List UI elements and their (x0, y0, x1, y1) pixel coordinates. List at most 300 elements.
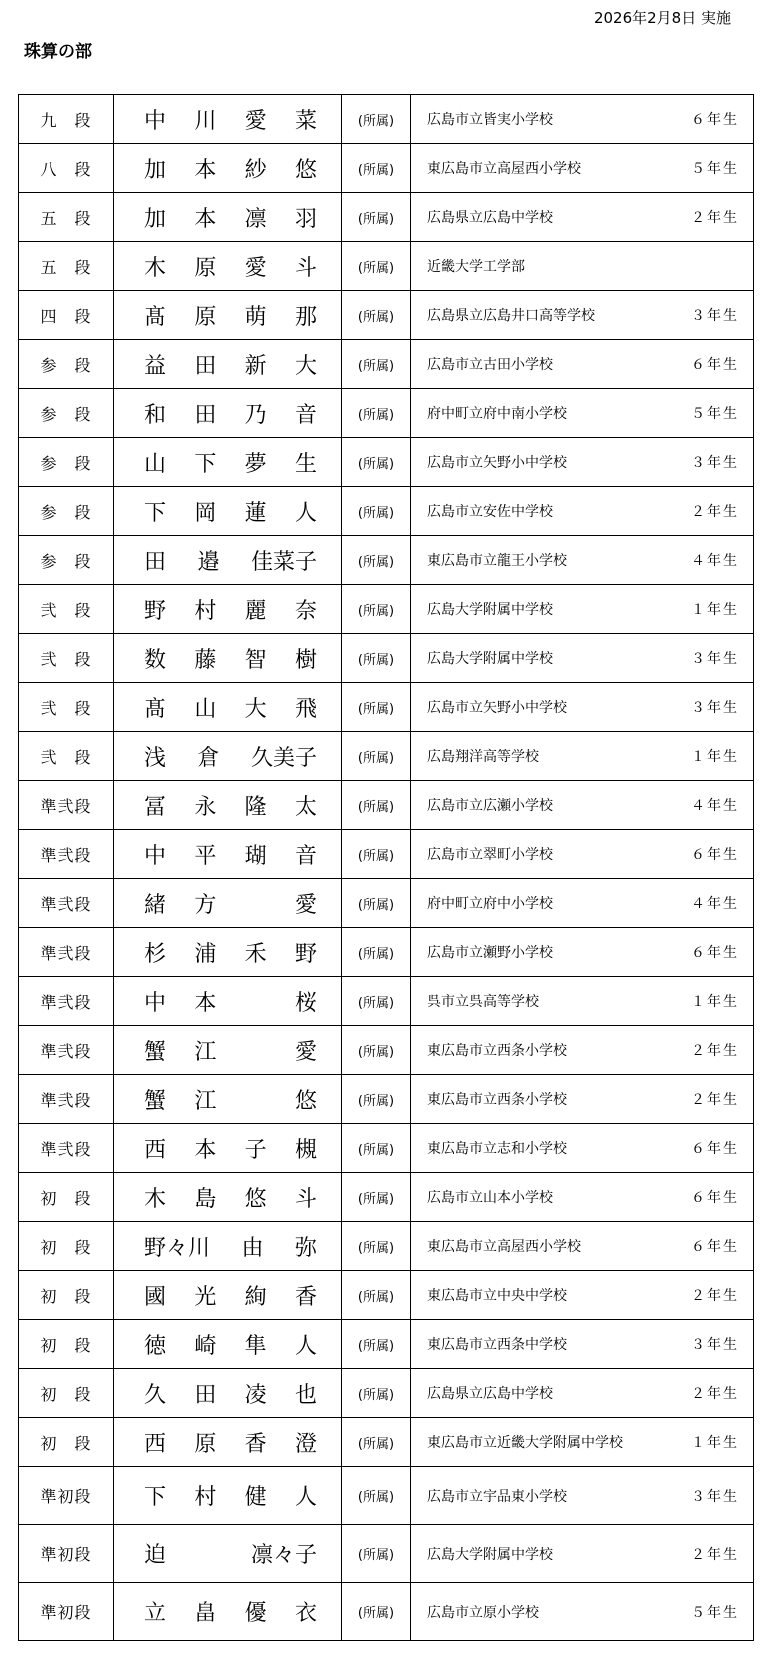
grade: ４年生 (691, 798, 739, 814)
school-name: 広島市立矢野小中学校 (427, 455, 567, 471)
grade: ３年生 (691, 651, 739, 667)
name-cell (114, 928, 342, 977)
school-cell (411, 683, 754, 732)
grade: ５年生 (691, 161, 739, 177)
grade: ２年生 (691, 1546, 739, 1563)
school-cell (411, 585, 754, 634)
grade: ３年生 (691, 700, 739, 716)
school-name: 広島市立宇品東小学校 (427, 1488, 567, 1505)
name-part: 杉 (144, 941, 167, 967)
name-part: 音 (294, 843, 317, 869)
school-cell (411, 830, 754, 879)
name-cell (114, 1583, 342, 1641)
grade: ２年生 (691, 210, 739, 226)
name-part: 愛 (294, 1039, 317, 1065)
rank-cell: 参 段 (19, 438, 114, 487)
name-cell (114, 585, 342, 634)
rank-cell: 準初段 (19, 1467, 114, 1525)
school-cell (411, 340, 754, 389)
table-row (19, 389, 754, 438)
table-row (19, 1271, 754, 1320)
affiliation-label: (所属) (342, 487, 411, 536)
affiliation-label: (所属) (342, 1075, 411, 1124)
grade: ４年生 (691, 896, 739, 912)
table-row (19, 830, 754, 879)
school-cell (411, 1418, 754, 1467)
rank-cell: 参 段 (19, 389, 114, 438)
name-part: 優 (244, 1601, 267, 1626)
school-name: 東広島市立高屋西小学校 (427, 1239, 581, 1255)
name-cell (114, 830, 342, 879)
school-name: 広島市立山本小学校 (427, 1190, 553, 1206)
school-name: 広島県立広島中学校 (427, 210, 553, 226)
table-row (19, 781, 754, 830)
name-part: 羽 (294, 206, 317, 232)
affiliation-label: (所属) (342, 634, 411, 683)
name-part: 和 (144, 402, 167, 428)
rank-cell: 弐 段 (19, 683, 114, 732)
name-part: 野 (144, 598, 167, 624)
table-row (19, 879, 754, 928)
name-part: 平 (194, 843, 217, 869)
grade: ２年生 (691, 504, 739, 520)
table-row (19, 144, 754, 193)
affiliation-label: (所属) (342, 732, 411, 781)
grade: ２年生 (691, 1288, 739, 1304)
affiliation-label: (所属) (342, 1583, 411, 1641)
name-part: 佳菜子 (250, 549, 317, 575)
name-part: 生 (294, 451, 317, 477)
affiliation-label: (所属) (342, 95, 411, 144)
rank-cell: 準弐段 (19, 1026, 114, 1075)
name-part: 野々川 (144, 1235, 211, 1261)
grade: １年生 (691, 749, 739, 765)
affiliation-label: (所属) (342, 193, 411, 242)
name-cell (114, 879, 342, 928)
name-part: 大 (294, 353, 317, 379)
name-part: 村 (194, 598, 217, 624)
name-part: 木 (144, 1186, 167, 1212)
name-part: 村 (194, 1485, 217, 1510)
table-row (19, 340, 754, 389)
rank-cell: 初 段 (19, 1222, 114, 1271)
name-cell (114, 95, 342, 144)
school-name: 府中町立府中小学校 (427, 896, 553, 912)
school-cell (411, 1026, 754, 1075)
rank-cell: 初 段 (19, 1173, 114, 1222)
grade: ６年生 (691, 357, 739, 373)
name-part: 智 (244, 647, 267, 673)
name-part: 原 (194, 304, 217, 330)
name-part: 隼 (244, 1333, 267, 1359)
name-part: 香 (244, 1431, 267, 1457)
rank-cell: 準弐段 (19, 781, 114, 830)
table-row (19, 1173, 754, 1222)
affiliation-label: (所属) (342, 242, 411, 291)
name-part: 桜 (294, 990, 317, 1016)
name-part: 本 (194, 206, 217, 232)
school-name: 東広島市立中央中学校 (427, 1288, 567, 1304)
name-cell (114, 1124, 342, 1173)
name-part: 島 (194, 1186, 217, 1212)
name-part: 萌 (244, 304, 267, 330)
name-part: 邉 (197, 549, 220, 575)
affiliation-label: (所属) (342, 781, 411, 830)
name-part: 人 (294, 1333, 317, 1359)
school-cell (411, 977, 754, 1026)
name-part: 加 (144, 206, 167, 232)
table-row (19, 1583, 754, 1641)
affiliation-label: (所属) (342, 144, 411, 193)
name-cell (114, 1075, 342, 1124)
name-part: 方 (194, 892, 217, 918)
rank-cell: 弐 段 (19, 732, 114, 781)
affiliation-label: (所属) (342, 1525, 411, 1583)
name-cell (114, 1418, 342, 1467)
grade: ６年生 (691, 1141, 739, 1157)
school-name: 広島市立古田小学校 (427, 357, 553, 373)
name-part: 國 (144, 1284, 167, 1310)
name-cell (114, 977, 342, 1026)
name-part: 髙 (144, 696, 167, 722)
name-part: 悠 (244, 1186, 267, 1212)
name-part: 蟹 (144, 1039, 167, 1065)
affiliation-label: (所属) (342, 1124, 411, 1173)
name-part: 浦 (194, 941, 217, 967)
table-row (19, 438, 754, 487)
name-part: 西 (144, 1431, 167, 1457)
name-part: 隆 (244, 794, 267, 820)
name-part: 中 (144, 843, 167, 869)
name-part: 澄 (294, 1431, 317, 1457)
grade: ６年生 (691, 945, 739, 961)
affiliation-label: (所属) (342, 340, 411, 389)
name-part: 太 (294, 794, 317, 820)
school-cell (411, 487, 754, 536)
affiliation-label: (所属) (342, 1026, 411, 1075)
grade: ６年生 (691, 1239, 739, 1255)
name-part: 畠 (194, 1601, 217, 1626)
name-cell (114, 634, 342, 683)
name-cell (114, 144, 342, 193)
rank-cell: 準弐段 (19, 977, 114, 1026)
grade: ６年生 (691, 847, 739, 863)
school-name: 東広島市立龍王小学校 (427, 553, 567, 569)
grade: ６年生 (691, 112, 739, 128)
school-cell (411, 1173, 754, 1222)
school-name: 東広島市立西条小学校 (427, 1092, 567, 1108)
affiliation-label: (所属) (342, 585, 411, 634)
name-part: 乃 (244, 402, 267, 428)
name-part: 蟹 (144, 1088, 167, 1114)
school-name: 東広島市立西条中学校 (427, 1337, 567, 1353)
name-cell (114, 1467, 342, 1525)
table-row (19, 1525, 754, 1583)
school-cell (411, 732, 754, 781)
name-cell (114, 487, 342, 536)
school-name: 広島市立原小学校 (427, 1604, 539, 1621)
name-part: 瑚 (244, 843, 267, 869)
table-row (19, 977, 754, 1026)
school-name: 東広島市立西条小学校 (427, 1043, 567, 1059)
rank-cell: 初 段 (19, 1320, 114, 1369)
name-part: 子 (244, 1137, 267, 1163)
name-cell (114, 1026, 342, 1075)
name-cell (114, 291, 342, 340)
school-cell (411, 193, 754, 242)
affiliation-label: (所属) (342, 879, 411, 928)
school-name: 広島市立矢野小中学校 (427, 700, 567, 716)
name-cell (114, 1173, 342, 1222)
school-name: 広島大学附属中学校 (427, 1546, 553, 1563)
rank-cell: 参 段 (19, 536, 114, 585)
name-part: 久 (144, 1382, 167, 1408)
affiliation-label: (所属) (342, 1222, 411, 1271)
rank-cell: 準弐段 (19, 879, 114, 928)
grade: ５年生 (691, 406, 739, 422)
grade: ３年生 (691, 1488, 739, 1505)
name-cell (114, 1525, 342, 1583)
rank-cell: 準弐段 (19, 1075, 114, 1124)
school-name: 広島市立翠町小学校 (427, 847, 553, 863)
school-cell (411, 879, 754, 928)
name-part: 大 (244, 696, 267, 722)
table-row (19, 242, 754, 291)
name-part: 蓮 (244, 500, 267, 526)
name-part: 迫 (144, 1543, 167, 1568)
name-part: 髙 (144, 304, 167, 330)
school-name: 広島市立安佐中学校 (427, 504, 553, 520)
name-part: 奈 (294, 598, 317, 624)
name-part: 下 (144, 1485, 167, 1510)
name-part: 下 (194, 451, 217, 477)
grade: ３年生 (691, 455, 739, 471)
grade: ６年生 (691, 1190, 739, 1206)
name-part: 西 (144, 1137, 167, 1163)
rank-cell: 初 段 (19, 1271, 114, 1320)
table-row (19, 1026, 754, 1075)
name-part: 由 (241, 1235, 264, 1261)
name-part: 中 (144, 108, 167, 134)
name-part: 原 (194, 255, 217, 281)
name-part: 原 (194, 1431, 217, 1457)
name-part: 槻 (294, 1137, 317, 1163)
section-title: 珠算の部 (24, 42, 92, 62)
rank-cell: 五 段 (19, 242, 114, 291)
name-part: 崎 (194, 1333, 217, 1359)
grade: ３年生 (691, 1337, 739, 1353)
table-row (19, 1418, 754, 1467)
name-part: 夢 (244, 451, 267, 477)
school-cell (411, 536, 754, 585)
name-part: 絢 (244, 1284, 267, 1310)
name-part: 衣 (294, 1601, 317, 1626)
school-cell (411, 1320, 754, 1369)
name-part: 山 (144, 451, 167, 477)
name-part: 人 (294, 1485, 317, 1510)
name-cell (114, 242, 342, 291)
name-part: 田 (194, 402, 217, 428)
school-cell (411, 1583, 754, 1641)
affiliation-label: (所属) (342, 1173, 411, 1222)
name-part: 弥 (294, 1235, 317, 1261)
name-part: 本 (194, 1137, 217, 1163)
name-part: 久美子 (250, 745, 317, 771)
name-part: 下 (144, 500, 167, 526)
affiliation-label: (所属) (342, 928, 411, 977)
school-cell (411, 1467, 754, 1525)
name-part: 菜 (294, 108, 317, 134)
name-part: 麗 (244, 598, 267, 624)
affiliation-label: (所属) (342, 683, 411, 732)
name-part: 飛 (294, 696, 317, 722)
name-part: 緒 (144, 892, 167, 918)
school-name: 近畿大学工学部 (427, 259, 525, 275)
school-cell (411, 438, 754, 487)
grade: ４年生 (691, 553, 739, 569)
name-part: 田 (194, 1382, 217, 1408)
school-cell (411, 389, 754, 438)
grade: １年生 (691, 602, 739, 618)
school-name: 広島大学附属中学校 (427, 602, 553, 618)
affiliation-label: (所属) (342, 1320, 411, 1369)
name-part: 那 (294, 304, 317, 330)
school-cell (411, 291, 754, 340)
name-part: 徳 (144, 1333, 167, 1359)
name-part: 新 (244, 353, 267, 379)
school-cell (411, 1075, 754, 1124)
name-part: 悠 (294, 1088, 317, 1114)
school-cell (411, 1271, 754, 1320)
name-part: 愛 (244, 255, 267, 281)
results-table (18, 94, 754, 1641)
affiliation-label: (所属) (342, 1418, 411, 1467)
rank-cell: 初 段 (19, 1418, 114, 1467)
name-part: 数 (144, 647, 167, 673)
name-part: 凛々子 (250, 1543, 317, 1568)
name-part: 木 (144, 255, 167, 281)
affiliation-label: (所属) (342, 438, 411, 487)
rank-cell: 五 段 (19, 193, 114, 242)
name-part: 斗 (294, 1186, 317, 1212)
school-cell (411, 242, 754, 291)
rank-cell: 弐 段 (19, 634, 114, 683)
name-part: 立 (144, 1601, 167, 1626)
rank-cell: 準弐段 (19, 830, 114, 879)
school-name: 東広島市立高屋西小学校 (427, 161, 581, 177)
name-part: 健 (244, 1485, 267, 1510)
grade: ２年生 (691, 1092, 739, 1108)
school-name: 府中町立府中南小学校 (427, 406, 567, 422)
affiliation-label: (所属) (342, 1271, 411, 1320)
name-part: 紗 (244, 157, 267, 183)
name-part: 岡 (194, 500, 217, 526)
name-part: 野 (294, 941, 317, 967)
school-name: 広島市立瀬野小学校 (427, 945, 553, 961)
name-part: 光 (194, 1284, 217, 1310)
school-cell (411, 1525, 754, 1583)
table-row (19, 291, 754, 340)
name-cell (114, 1222, 342, 1271)
name-cell (114, 732, 342, 781)
school-name: 広島翔洋高等学校 (427, 749, 539, 765)
school-cell (411, 144, 754, 193)
name-cell (114, 683, 342, 732)
name-part: 山 (194, 696, 217, 722)
rank-cell: 参 段 (19, 340, 114, 389)
name-part: 田 (144, 549, 167, 575)
name-part: 也 (294, 1382, 317, 1408)
table-row (19, 732, 754, 781)
grade: ３年生 (691, 308, 739, 324)
affiliation-label: (所属) (342, 977, 411, 1026)
rank-cell: 四 段 (19, 291, 114, 340)
name-part: 凌 (244, 1382, 267, 1408)
affiliation-label: (所属) (342, 1369, 411, 1418)
school-name: 呉市立呉高等学校 (427, 994, 539, 1010)
table-row (19, 1467, 754, 1525)
school-name: 広島市立広瀬小学校 (427, 798, 553, 814)
name-part: 中 (144, 990, 167, 1016)
table-row (19, 536, 754, 585)
name-part: 冨 (144, 794, 167, 820)
affiliation-label: (所属) (342, 536, 411, 585)
school-cell (411, 928, 754, 977)
table-row (19, 1320, 754, 1369)
name-part: 永 (194, 794, 217, 820)
exam-date: 2026年2月8日 実施 (593, 9, 731, 27)
school-cell (411, 1222, 754, 1271)
grade: ２年生 (691, 1386, 739, 1402)
table-row (19, 634, 754, 683)
school-cell (411, 1369, 754, 1418)
rank-cell: 参 段 (19, 487, 114, 536)
name-cell (114, 340, 342, 389)
name-part: 愛 (244, 108, 267, 134)
table-row (19, 1369, 754, 1418)
grade: １年生 (691, 1435, 739, 1451)
name-part: 本 (194, 157, 217, 183)
name-part: 悠 (294, 157, 317, 183)
name-part: 江 (194, 1088, 217, 1114)
rank-cell: 弐 段 (19, 585, 114, 634)
school-name: 広島市立皆実小学校 (427, 112, 553, 128)
rank-cell: 八 段 (19, 144, 114, 193)
name-part: 音 (294, 402, 317, 428)
school-name: 東広島市立志和小学校 (427, 1141, 567, 1157)
rank-cell: 準初段 (19, 1525, 114, 1583)
school-name: 東広島市立近畿大学附属中学校 (427, 1435, 623, 1451)
name-part: 倉 (197, 745, 220, 771)
school-name: 広島大学附属中学校 (427, 651, 553, 667)
table-row (19, 95, 754, 144)
name-part: 香 (294, 1284, 317, 1310)
rank-cell: 九 段 (19, 95, 114, 144)
name-part: 江 (194, 1039, 217, 1065)
rank-cell: 初 段 (19, 1369, 114, 1418)
affiliation-label: (所属) (342, 830, 411, 879)
school-cell (411, 781, 754, 830)
name-part: 川 (194, 108, 217, 134)
name-cell (114, 1320, 342, 1369)
name-part: 浅 (144, 745, 167, 771)
name-part: 斗 (294, 255, 317, 281)
name-part: 益 (144, 353, 167, 379)
school-cell (411, 95, 754, 144)
table-row (19, 1075, 754, 1124)
table-row (19, 487, 754, 536)
school-name: 広島県立広島中学校 (427, 1386, 553, 1402)
